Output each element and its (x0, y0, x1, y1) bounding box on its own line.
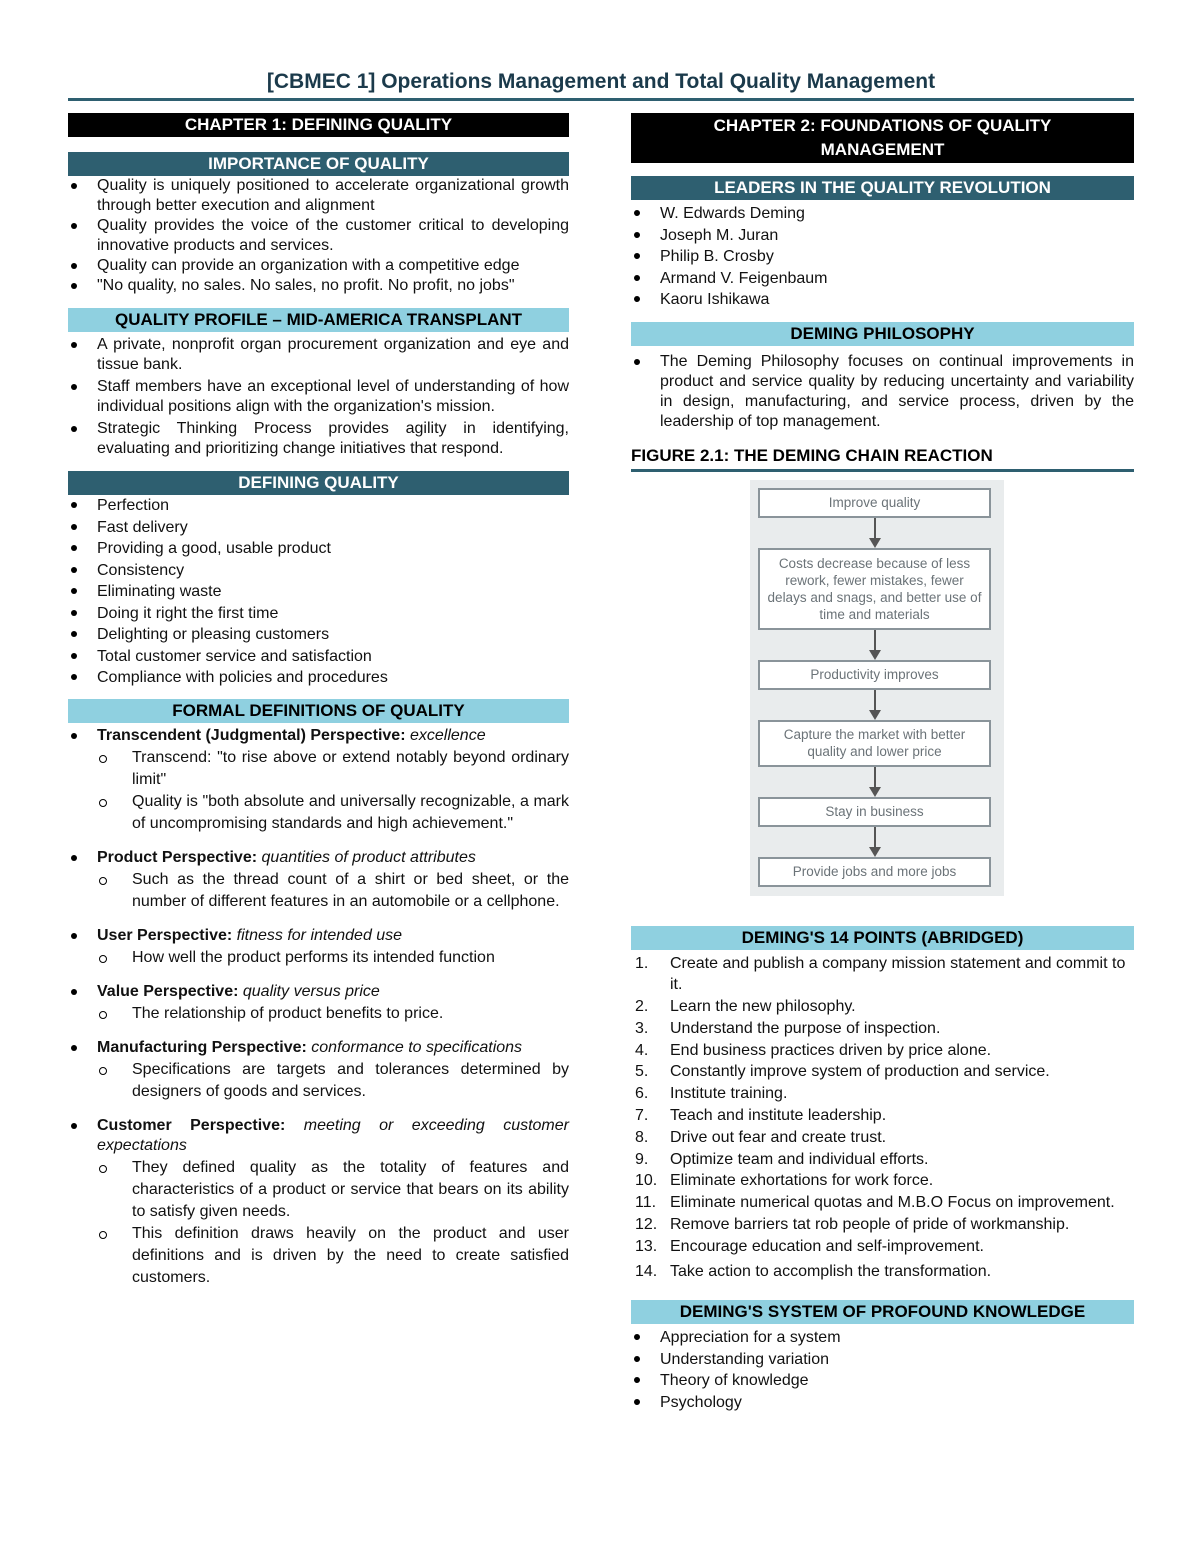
sub-item: Transcend: "to rise above or extend notably beyond ordinary limit" (97, 747, 569, 791)
philosophy-list (631, 352, 1134, 432)
sub-list (97, 747, 569, 835)
list-item: Quality provides the voice of the customer critical to developing innovative products and services. (68, 216, 569, 256)
list-item: Quality can provide an organization with a competitive edge (68, 256, 569, 276)
sub-list (97, 1059, 569, 1103)
item-text: Understand the purpose of inspection. (670, 1019, 941, 1037)
list-item: Armand V. Feigenbaum (631, 268, 1134, 290)
item-number: 6. (635, 1085, 649, 1103)
formal-heading: FORMAL DEFINITIONS OF QUALITY (68, 699, 569, 723)
perspective-desc: meeting or exceeding customer expectations (97, 1116, 569, 1154)
list-item (631, 1170, 1134, 1192)
formal-list (68, 726, 569, 1289)
list-item: Doing it right the first time (68, 603, 569, 625)
item-number: 3. (635, 1019, 649, 1037)
list-item: Eliminating waste (68, 581, 569, 603)
importance-list (68, 176, 569, 296)
item-number: 1. (635, 954, 649, 972)
list-item: Understanding variation (631, 1349, 1134, 1371)
perspective-label: Value Perspective: (97, 982, 239, 1000)
list-item: Total customer service and satisfaction (68, 646, 569, 668)
list-item (631, 1105, 1134, 1127)
item-text: Learn the new philosophy. (670, 998, 856, 1016)
arrow-down-icon (868, 518, 882, 548)
item-number: 12. (635, 1216, 658, 1234)
chain-step: Stay in business (758, 797, 991, 827)
right-column (631, 113, 1134, 1413)
defining-list (68, 495, 569, 689)
item-number: 2. (635, 998, 649, 1016)
list-item (631, 1214, 1134, 1236)
item-number: 4. (635, 1041, 649, 1059)
chain-step: Improve quality (758, 488, 991, 518)
item-text: Constantly improve system of production and service. (670, 1063, 1050, 1081)
item-text: Institute training. (670, 1085, 788, 1103)
profile-list (68, 335, 569, 459)
arrow-down-icon (868, 690, 882, 720)
perspective-label: Customer Perspective: (97, 1116, 286, 1134)
list-item (631, 1127, 1134, 1149)
perspective-desc: quantities of product attributes (261, 848, 476, 866)
list-item: Perfection (68, 495, 569, 517)
item-text: Eliminate exhortations for work force. (670, 1172, 934, 1190)
perspective-label: User Perspective: (97, 926, 233, 944)
item-text: Optimize team and individual efforts. (670, 1150, 929, 1168)
list-item: Appreciation for a system (631, 1327, 1134, 1349)
list-item (631, 1261, 1134, 1283)
item-text: Take action to accomplish the transformation. (670, 1262, 992, 1280)
list-item: Kaoru Ishikawa (631, 289, 1134, 311)
chapter-1-heading: CHAPTER 1: DEFINING QUALITY (68, 113, 569, 137)
definition-item (68, 982, 569, 1025)
item-text: Remove barriers tat rob people of pride of workmanship. (670, 1216, 1070, 1234)
item-text: Create and publish a company mission statement and commit to it. (670, 954, 1126, 994)
definition-item (68, 848, 569, 913)
list-item: Staff members have an exceptional level of understanding of how individual positions align with the organization's mission. (68, 377, 569, 417)
list-item: Fast delivery (68, 517, 569, 539)
defining-heading: DEFINING QUALITY (68, 471, 569, 495)
perspective-desc: excellence (409, 726, 486, 744)
definition-item (68, 926, 569, 969)
list-item (631, 1061, 1134, 1083)
list-item (631, 1083, 1134, 1105)
profound-heading: DEMING'S SYSTEM OF PROFOUND KNOWLEDGE (631, 1300, 1134, 1324)
list-item (631, 1192, 1134, 1214)
sub-list (97, 1003, 569, 1025)
perspective-label: Manufacturing Perspective: (97, 1038, 307, 1056)
figure-title: FIGURE 2.1: THE DEMING CHAIN REACTION (631, 446, 1134, 472)
deming-chain-figure (750, 480, 1004, 896)
chapter-2-heading: CHAPTER 2: FOUNDATIONS OF QUALITY MANAGEMENT (631, 113, 1134, 163)
points-heading: DEMING'S 14 POINTS (ABRIDGED) (631, 926, 1134, 950)
list-item: Joseph M. Juran (631, 225, 1134, 247)
sub-item: Quality is "both absolute and universally recognizable, a mark of uncompromising standards and high achievement." (97, 791, 569, 835)
list-item: Strategic Thinking Process provides agility in identifying, evaluating and prioritizing change initiatives that respond. (68, 419, 569, 459)
arrow-down-icon (868, 767, 882, 797)
list-item: Philip B. Crosby (631, 246, 1134, 268)
philosophy-heading: DEMING PHILOSOPHY (631, 322, 1134, 346)
item-number: 8. (635, 1128, 649, 1146)
item-number: 10. (635, 1172, 658, 1190)
sub-list (97, 1157, 569, 1289)
perspective-desc: fitness for intended use (236, 926, 403, 944)
item-text: Drive out fear and create trust. (670, 1128, 887, 1146)
perspective-desc: conformance to specifications (311, 1038, 523, 1056)
list-item (631, 996, 1134, 1018)
chain-step: Provide jobs and more jobs (758, 857, 991, 887)
item-number: 13. (635, 1237, 658, 1255)
list-item: Quality is uniquely positioned to accelerate organizational growth through better execution and alignment (68, 176, 569, 216)
item-number: 14. (635, 1262, 658, 1280)
list-item (631, 953, 1134, 997)
chain-step: Productivity improves (758, 660, 991, 690)
list-item: Psychology (631, 1392, 1134, 1414)
list-item: Delighting or pleasing customers (68, 624, 569, 646)
definition-item (68, 726, 569, 835)
perspective-desc: quality versus price (242, 982, 380, 1000)
item-text: Eliminate numerical quotas and M.B.O Focus on improvement. (670, 1194, 1115, 1212)
importance-heading: IMPORTANCE OF QUALITY (68, 152, 569, 176)
item-text: Encourage education and self-improvement. (670, 1237, 984, 1255)
document-title: [CBMEC 1] Operations Management and Total Quality Management (68, 70, 1134, 101)
left-column (68, 113, 569, 1302)
chain-step: Capture the market with better quality and lower price (758, 720, 991, 767)
chain-step: Costs decrease because of less rework, fewer mistakes, fewer delays and snags, and better use of time and materials (758, 548, 991, 630)
sub-item: How well the product performs its intended function (97, 947, 569, 969)
item-text: Teach and institute leadership. (670, 1107, 887, 1125)
arrow-down-icon (868, 827, 882, 857)
sub-list (97, 947, 569, 969)
list-item: A private, nonprofit organ procurement organization and eye and tissue bank. (68, 335, 569, 375)
list-item: Providing a good, usable product (68, 538, 569, 560)
sub-item: This definition draws heavily on the product and user definitions and is driven by the need to create satisfied customers. (97, 1223, 569, 1289)
perspective-label: Transcendent (Judgmental) Perspective: (97, 726, 406, 744)
leaders-list (631, 203, 1134, 311)
item-text: End business practices driven by price alone. (670, 1041, 992, 1059)
sub-item: They defined quality as the totality of features and characteristics of a product or service that bears on its ability to satisfy given needs. (97, 1157, 569, 1223)
item-number: 9. (635, 1150, 649, 1168)
perspective-label: Product Perspective: (97, 848, 258, 866)
leaders-heading: LEADERS IN THE QUALITY REVOLUTION (631, 176, 1134, 200)
list-item: Compliance with policies and procedures (68, 667, 569, 689)
sub-item: Such as the thread count of a shirt or bed sheet, or the number of different features in an automobile or a cellphone. (97, 869, 569, 913)
points-list (631, 953, 1134, 1283)
item-number: 5. (635, 1063, 649, 1081)
profound-list (631, 1327, 1134, 1413)
sub-item: The relationship of product benefits to price. (97, 1003, 569, 1025)
list-item: "No quality, no sales. No sales, no profit. No profit, no jobs" (68, 276, 569, 296)
definition-item (68, 1038, 569, 1103)
list-item (631, 1040, 1134, 1062)
sub-item: Specifications are targets and tolerances determined by designers of goods and services. (97, 1059, 569, 1103)
list-item (631, 1018, 1134, 1040)
definition-item (68, 1116, 569, 1289)
profile-heading: QUALITY PROFILE – MID-AMERICA TRANSPLANT (68, 308, 569, 332)
list-item: W. Edwards Deming (631, 203, 1134, 225)
list-item (631, 1149, 1134, 1171)
list-item: Consistency (68, 560, 569, 582)
item-number: 7. (635, 1107, 649, 1125)
arrow-down-icon (868, 630, 882, 660)
list-item: Theory of knowledge (631, 1370, 1134, 1392)
item-number: 11. (635, 1194, 657, 1212)
list-item (631, 1236, 1134, 1258)
list-item: The Deming Philosophy focuses on continual improvements in product and service quality by reducing uncertainty and variability in design, manufacturing, and service process, driven by the leadership of top management. (631, 352, 1134, 432)
sub-list (97, 869, 569, 913)
